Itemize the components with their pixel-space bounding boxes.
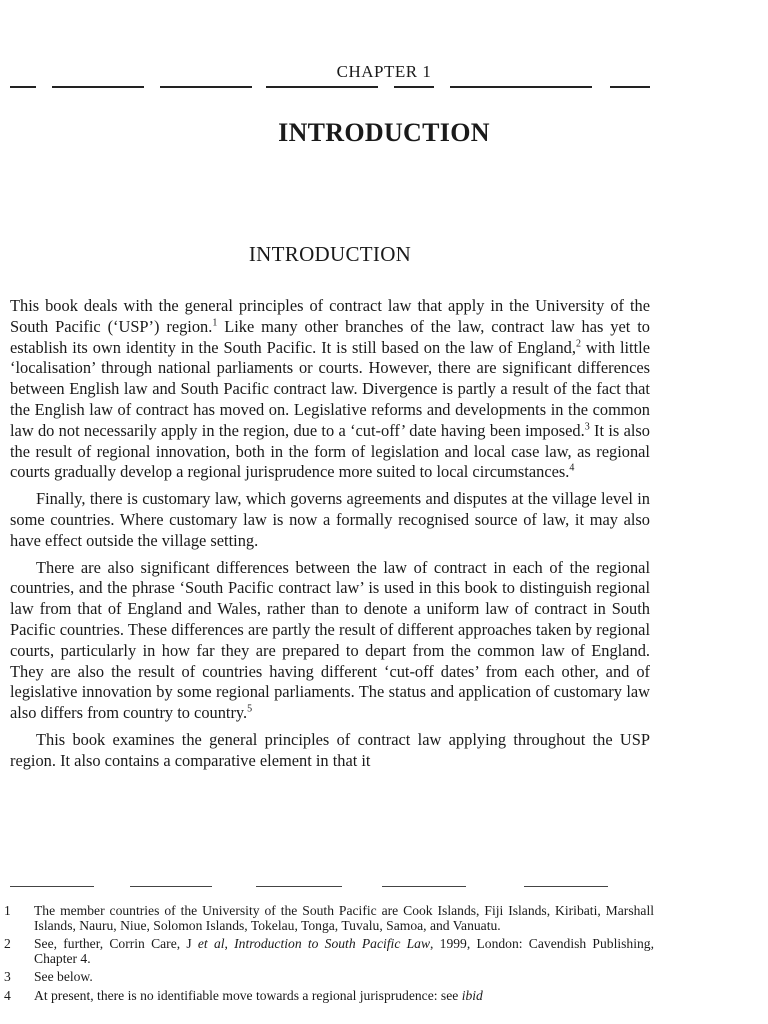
chapter-title: INTRODUCTION — [278, 118, 490, 147]
footnotes — [4, 904, 654, 1008]
footnote-ref-4: 4 — [569, 462, 575, 474]
footnote-4: 4 At present, there is no identifiable move towards a regional jurisprudence: see ibid — [4, 987, 483, 1003]
footnote-1: 1 The member countries of the University of the South Pacific are Cook Islands, Fiji Islands, Kiribati, Marshall Islands, Nauru, Niue, Solomon Islands, Tokelau, Tonga, Tuvalu, Samoa, and Vanuatu. — [4, 903, 654, 933]
footnote-separator — [10, 886, 650, 887]
paragraph-2: Finally, there is customary law, which governs agreements and disputes at the village level in some countries. Where customary law is now a formally recognised source of law, it may also have effect outside the village setting. — [10, 489, 650, 550]
paragraph-4: This book examines the general principles of contract law applying throughout the USP region. It also contains a comparative element in that it — [10, 729, 650, 770]
paragraph-1: This book deals with the general principles of contract law that apply in the University of the South Pacific (‘USP’) region.$^1$ Like many other branches of the law, contract law has yet to establish its own identity in the South Pacific. It is still based on the law of England,$^2$ with little ‘localisation’ through national parliaments or courts. However, there are significant differences between English law and South Pacific contract law. Divergence is partly a result of the fact that the English law of contract has moved on. Legislative reforms and developments in the common law do not necessarily apply in the region, due to a ‘cut-off’ date having been imposed.$^3$ It is also the result of regional innovation, both in the form of legislation and local case law, as regional courts gradually develop a regional jurisprudence more suited to local circumstances.$^4$ — [10, 296, 650, 482]
chapter-rule — [10, 86, 752, 88]
footnote-ref-2: 2 — [575, 338, 581, 350]
body-text — [10, 296, 650, 778]
footnote-2: 2 See, further, Corrin Care, J et al, Introduction to South Pacific Law, 1999, London: Cavendish Publishing, Chapter 4. — [4, 936, 654, 966]
chapter-label: CHAPTER 1 — [336, 62, 432, 81]
footnote-ref-3: 3 — [584, 421, 590, 433]
footnote-ref-1: 1 — [212, 317, 218, 329]
footnote-ref-5: 5 — [247, 703, 253, 715]
footnote-3: 3 See below. — [4, 969, 93, 985]
paragraph-3: There are also significant differences between the law of contract in each of the regional countries, and the phrase ‘South Pacific contract law’ is used in this book to distinguish regional law from that of England and Wales, rather than to denote a uniform law of contract in South Pacific countries. These differences are partly the result of different approaches taken by regional courts, particularly in how far they are prepared to depart from the common law of England. They are also the result of countries having different ‘cut-off dates’ from each other, and of legislative innovation by some regional parliaments. The status and application of customary law also differs from country to country.$^5$ — [10, 557, 650, 723]
section-heading: INTRODUCTION — [248, 242, 412, 266]
